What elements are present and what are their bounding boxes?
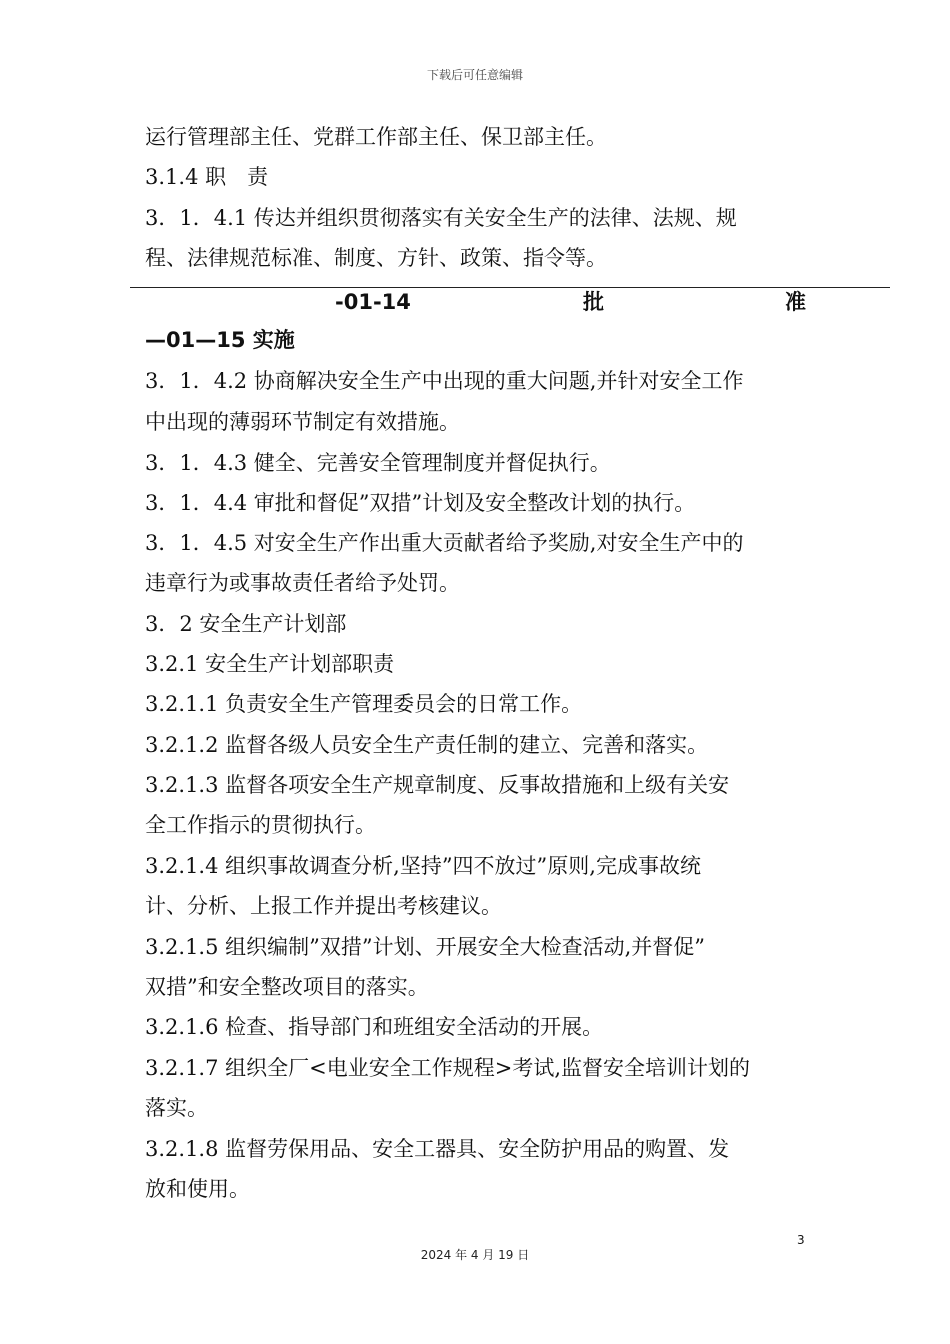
text-line: 3.2.1.3 监督各项安全生产规章制度、反事故措施和上级有关安 <box>145 773 730 797</box>
footer-date: 2024 年 4 月 19 日 <box>420 1248 530 1262</box>
text-line: 3．1．4.5 对安全生产作出重大贡献者给予奖励,对安全生产中的 <box>145 531 744 555</box>
text-line: 放和使用。 <box>145 1177 250 1201</box>
text-line: 3．1．4.2 协商解决安全生产中出现的重大问题,并针对安全工作 <box>145 369 744 393</box>
page-number: 3 <box>797 1233 805 1247</box>
section-heading: 3．2 安全生产计划部 <box>145 612 347 636</box>
text-line: 3.2.1.4 组织事故调查分析,坚持”四不放过”原则,完成事故统 <box>145 854 701 878</box>
approval-word-1: 批 <box>583 290 604 314</box>
approval-line <box>145 288 807 316</box>
approval-word-2: 准 <box>785 290 806 314</box>
text-line: 计、分析、上报工作并提出考核建议。 <box>145 894 502 918</box>
text-line: 3.2.1.6 检查、指导部门和班组安全活动的开展。 <box>145 1015 604 1039</box>
text-line: 3．1．4.4 审批和督促”双措”计划及安全整改计划的执行。 <box>145 491 696 515</box>
text-line: 3.2.1.8 监督劳保用品、安全工器具、安全防护用品的购置、发 <box>145 1137 730 1161</box>
text-line: 中出现的薄弱环节制定有效措施。 <box>145 410 460 434</box>
implementation-date: —01—15 实施 <box>145 328 295 352</box>
approval-date: -01-14 <box>335 290 411 314</box>
section-heading: 3.1.4 职 责 <box>145 165 269 189</box>
text-line: 3．1．4.1 传达并组织贯彻落实有关安全生产的法律、法规、规 <box>145 206 737 230</box>
page-header: 下载后可任意编辑 <box>426 68 523 82</box>
text-line: 3.2.1.1 负责安全生产管理委员会的日常工作。 <box>145 692 583 716</box>
text-line: 程、法律规范标准、制度、方针、政策、指令等。 <box>145 246 607 270</box>
text-line: 3.2.1.7 组织全厂<电业安全工作规程>考试,监督安全培训计划的 <box>145 1056 751 1080</box>
section-heading: 3.2.1 安全生产计划部职责 <box>145 652 395 676</box>
text-line: 全工作指示的贯彻执行。 <box>145 813 376 837</box>
text-line: 3.2.1.5 组织编制”双措”计划、开展安全大检查活动,并督促” <box>145 935 706 959</box>
text-line: 落实。 <box>145 1096 208 1120</box>
text-line: 运行管理部主任、党群工作部主任、保卫部主任。 <box>145 125 607 149</box>
text-line: 违章行为或事故责任者给予处罚。 <box>145 571 460 595</box>
text-line: 双措”和安全整改项目的落实。 <box>145 975 429 999</box>
text-line: 3.2.1.2 监督各级人员安全生产责任制的建立、完善和落实。 <box>145 733 709 757</box>
text-line: 3．1．4.3 健全、完善安全管理制度并督促执行。 <box>145 451 611 475</box>
